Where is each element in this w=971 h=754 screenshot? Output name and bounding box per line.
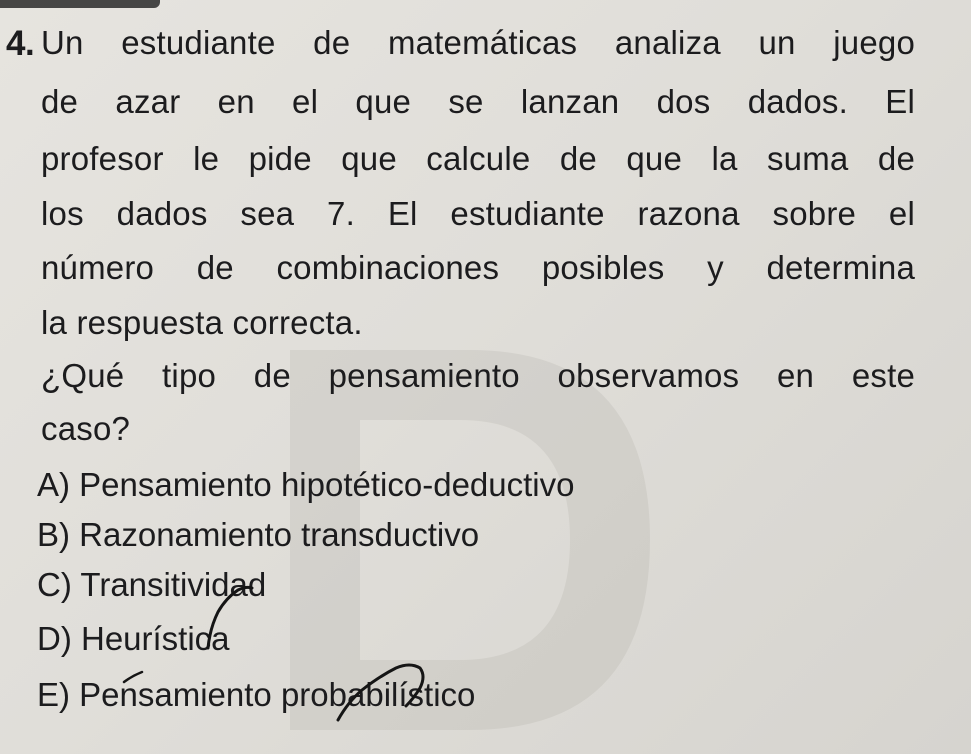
option-b[interactable]: B) Razonamiento transductivo <box>37 516 480 553</box>
question-text-line-3: profesor le pide que calcule de que la suma de <box>41 140 915 177</box>
question-text-line-6: la respuesta correcta. <box>41 304 363 341</box>
question-text-line-2: de azar en el que se lanzan dos dados. El <box>41 83 915 120</box>
question-prompt-line-1: ¿Qué tipo de pensamiento observamos en este <box>41 357 915 394</box>
option-c[interactable]: C) Transitividad <box>37 566 267 603</box>
question-text-line-4: los dados sea 7. El estudiante razona sobre el <box>41 195 915 232</box>
page-edge-mark <box>0 0 160 8</box>
option-e[interactable]: E) Pensamiento probabilístico <box>37 676 476 713</box>
question-number: 4. <box>6 24 35 63</box>
option-a[interactable]: A) Pensamiento hipotético-deductivo <box>37 466 575 503</box>
question-text-line-1: Un estudiante de matemáticas analiza un juego <box>41 24 915 61</box>
question-prompt-line-2: caso? <box>41 410 131 447</box>
question-text-line-5: número de combinaciones posibles y determina <box>41 249 915 286</box>
option-d[interactable]: D) Heurística <box>37 620 230 657</box>
